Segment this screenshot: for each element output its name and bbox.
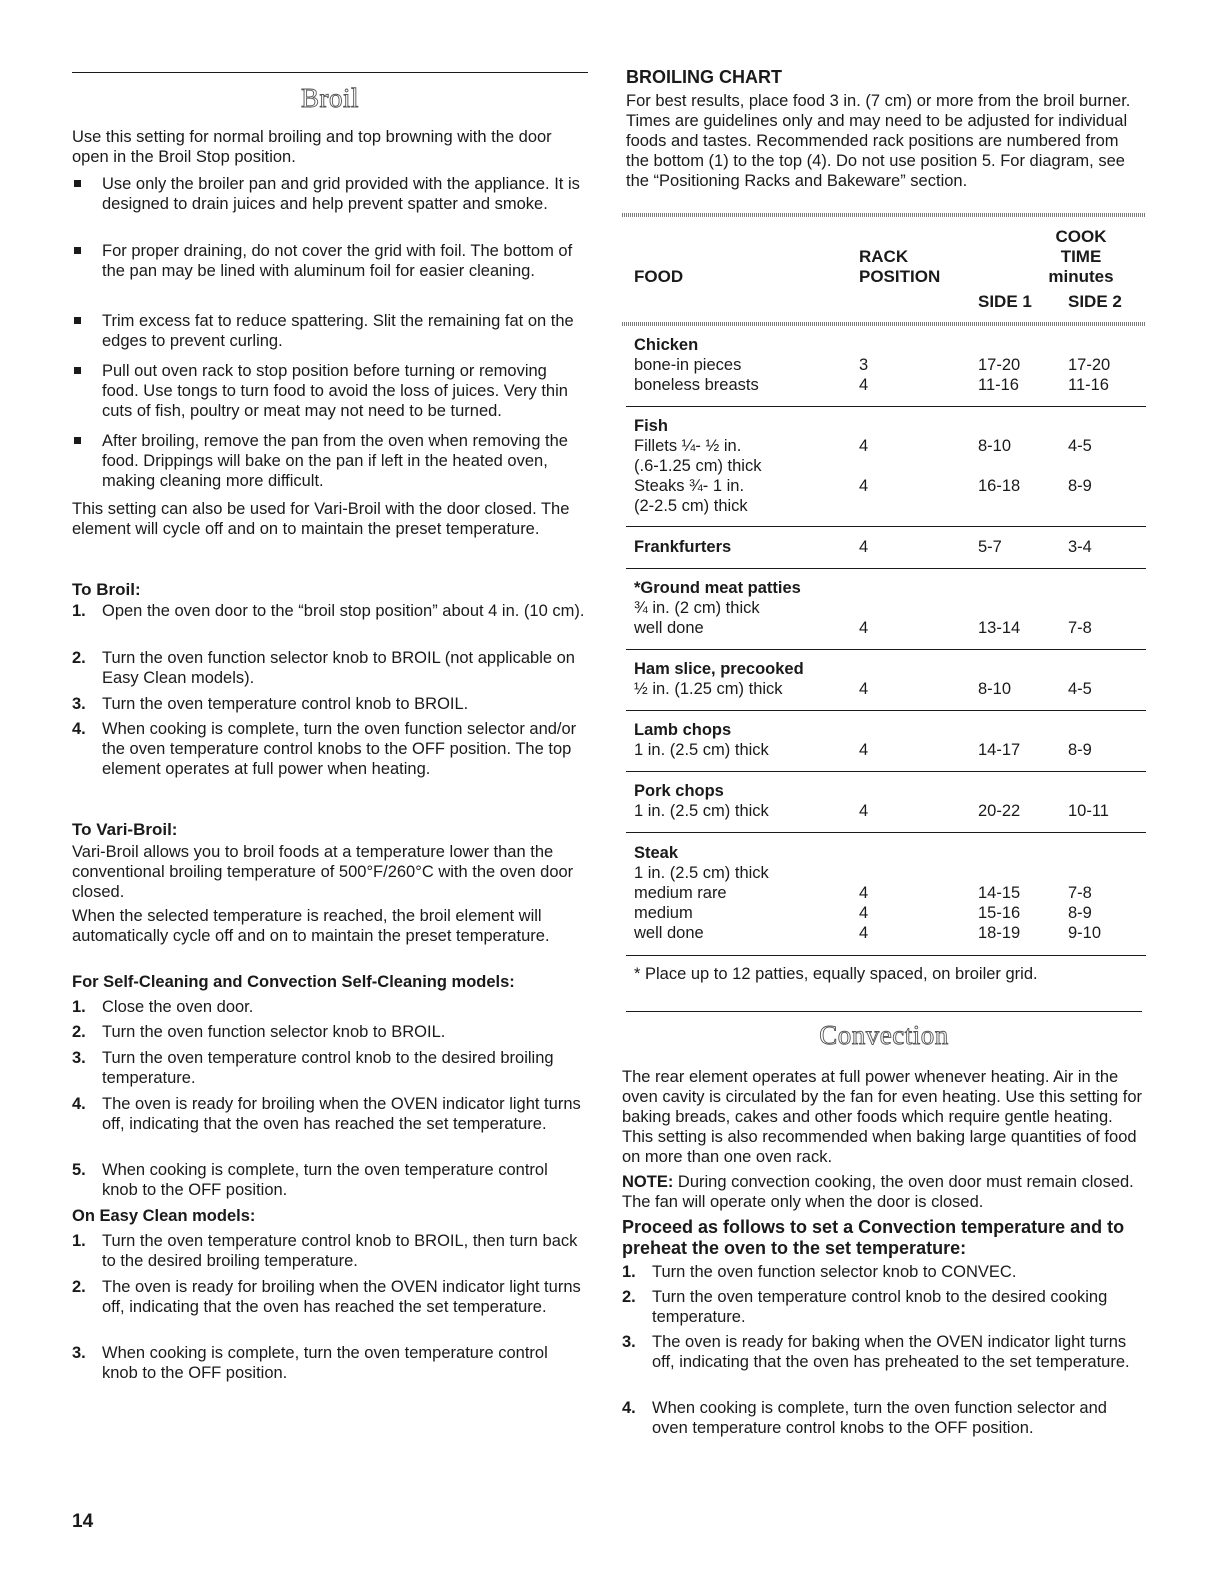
convection-title: Convection [819,1020,949,1050]
step-item: 1. Turn the oven function selector knob to CONVEC. [622,1263,1017,1281]
row-divider [626,526,1146,527]
step-item: 2. The oven is ready for broiling when the OVEN indicator light turns off, indicating that the oven has reached the set temperature. [72,1278,581,1316]
convection-intro: The rear element operates at full power whenever heating. Air in the oven cavity is circulated by the fan for even heating. Use this setting for baking breads, cakes and other foods which require gentle heating. This setting is also recommended when baking large quantities of food on more than one oven rack. [622,1068,1143,1166]
self-cleaning-heading: For Self-Cleaning and Convection Self-Cleaning models: [72,973,515,991]
section-rule [626,1011,1142,1012]
broil-intro: Use this setting for normal broiling and top browning with the door open in the Broil Stop position. [72,128,552,166]
row-divider [626,406,1146,407]
step-item: 3. The oven is ready for baking when the OVEN indicator light turns off, indicating that the oven has preheated to the set temperature. [622,1333,1130,1371]
step-item: 1. Turn the oven temperature control knob to BROIL, then turn back to the desired broiling temperature. [72,1232,578,1270]
vari-note: This setting can also be used for Vari-Broil with the door closed. The element will cycle off and on to maintain the preset temperature. [72,500,570,538]
convection-note: NOTE: During convection cooking, the oven door must remain closed. The fan will operate only when the door is closed. [622,1173,1134,1211]
row-divider [626,955,1146,956]
step-item: 4. The oven is ready for broiling when the OVEN indicator light turns off, indicating that the oven has reached the set temperature. [72,1095,581,1133]
step-item: 2. Turn the oven function selector knob to BROIL (not applicable on Easy Clean models). [72,649,575,687]
food-group-title: Pork chops [634,782,724,800]
row-divider [626,710,1146,711]
step-item: 1. Open the oven door to the “broil stop position” about 4 in. (10 cm). [72,602,585,620]
row-divider [626,771,1146,772]
step-item: 2. Turn the oven function selector knob to BROIL. [72,1023,446,1041]
bullet-item: Pull out oven rack to stop position before turning or removing food. Use tongs to turn food to avoid the loss of juices. Very thin cuts of fish, poultry or meat may not need to be turned. [72,361,588,421]
table-header-rule [622,322,1146,326]
food-group-title: Steak [634,844,679,862]
step-item: 3. When cooking is complete, turn the oven temperature control knob to the OFF position. [72,1344,548,1382]
row-divider [626,649,1146,650]
step-item: 4. When cooking is complete, turn the oven function selector and/or the oven temperature control knobs to the OFF position. The top element operates at full power when heating. [72,720,577,778]
section-rule [72,72,588,73]
food-group-title: Frankfurters [634,538,732,556]
broiling-chart-heading: BROILING CHART [626,67,782,87]
bullet-item: Trim excess fat to reduce spattering. Slit the remaining fat on the edges to prevent curling. [72,311,588,351]
broiling-chart-intro: For best results, place food 3 in. (7 cm) or more from the broil burner. Times are guidelines only and may need to be adjusted for individual foods and tastes. Recommended rack positions are numbered from the bottom (1) to the top (4). Do not use position 5. For diagram, see the “Positioning Racks and Bakeware” section. [626,92,1131,190]
to-vari-broil-heading: To Vari-Broil: [72,820,178,839]
food-group-title: Fish [634,417,668,435]
col-rack-position: RACK POSITION [859,247,941,286]
bullet-item: Use only the broiler pan and grid provided with the appliance. It is designed to drain juices and help prevent spatter and smoke. [72,174,588,214]
step-item: 3. Turn the oven temperature control knob to the desired broiling temperature. [72,1049,554,1087]
broil-title: Broil [300,83,359,113]
to-broil-heading: To Broil: [72,580,141,599]
col-food: FOOD [634,267,684,286]
proceed-heading: Proceed as follows to set a Convection temperature and to preheat the oven to the set temperature: [622,1217,1125,1258]
table-header-rule [622,213,1146,217]
food-group-title: Chicken [634,336,699,354]
vari-broil-paragraph-1: Vari-Broil allows you to broil foods at a temperature lower than the conventional broiling temperature of 500°F/260°C with the oven door closed. [72,843,574,901]
vari-broil-paragraph-2: When the selected temperature is reached, the broil element will automatically cycle off and on to maintain the preset temperature. [72,907,550,945]
col-cook-time: COOK TIME minutes [1048,227,1114,286]
chart-footnote: * Place up to 12 patties, equally spaced, on broiler grid. [634,965,1038,983]
food-group-title: Ham slice, precooked [634,660,804,678]
row-divider [626,568,1146,569]
bullet-item: After broiling, remove the pan from the oven when removing the food. Drippings will bake on the pan if left in the heated oven, making cleaning more difficult. [72,431,588,491]
step-item: 2. Turn the oven temperature control knob to the desired cooking temperature. [622,1288,1108,1326]
bullet-item: For proper draining, do not cover the grid with foil. The bottom of the pan may be lined with aluminum foil for easier cleaning. [72,241,588,281]
step-item: 5. When cooking is complete, turn the oven temperature control knob to the OFF position. [72,1161,548,1199]
easy-clean-heading: On Easy Clean models: [72,1207,256,1225]
row-divider [626,832,1146,833]
col-side-1: SIDE 1 [978,292,1032,311]
food-group-title: Lamb chops [634,721,732,739]
step-item: 4. When cooking is complete, turn the oven function selector and oven temperature control knobs to the OFF position. [622,1399,1107,1437]
food-group-title: *Ground meat patties [634,579,801,597]
page-number: 14 [72,1511,94,1532]
step-item: 1. Close the oven door. [72,998,254,1016]
step-item: 3. Turn the oven temperature control knob to BROIL. [72,695,469,713]
col-side-2: SIDE 2 [1068,292,1122,311]
